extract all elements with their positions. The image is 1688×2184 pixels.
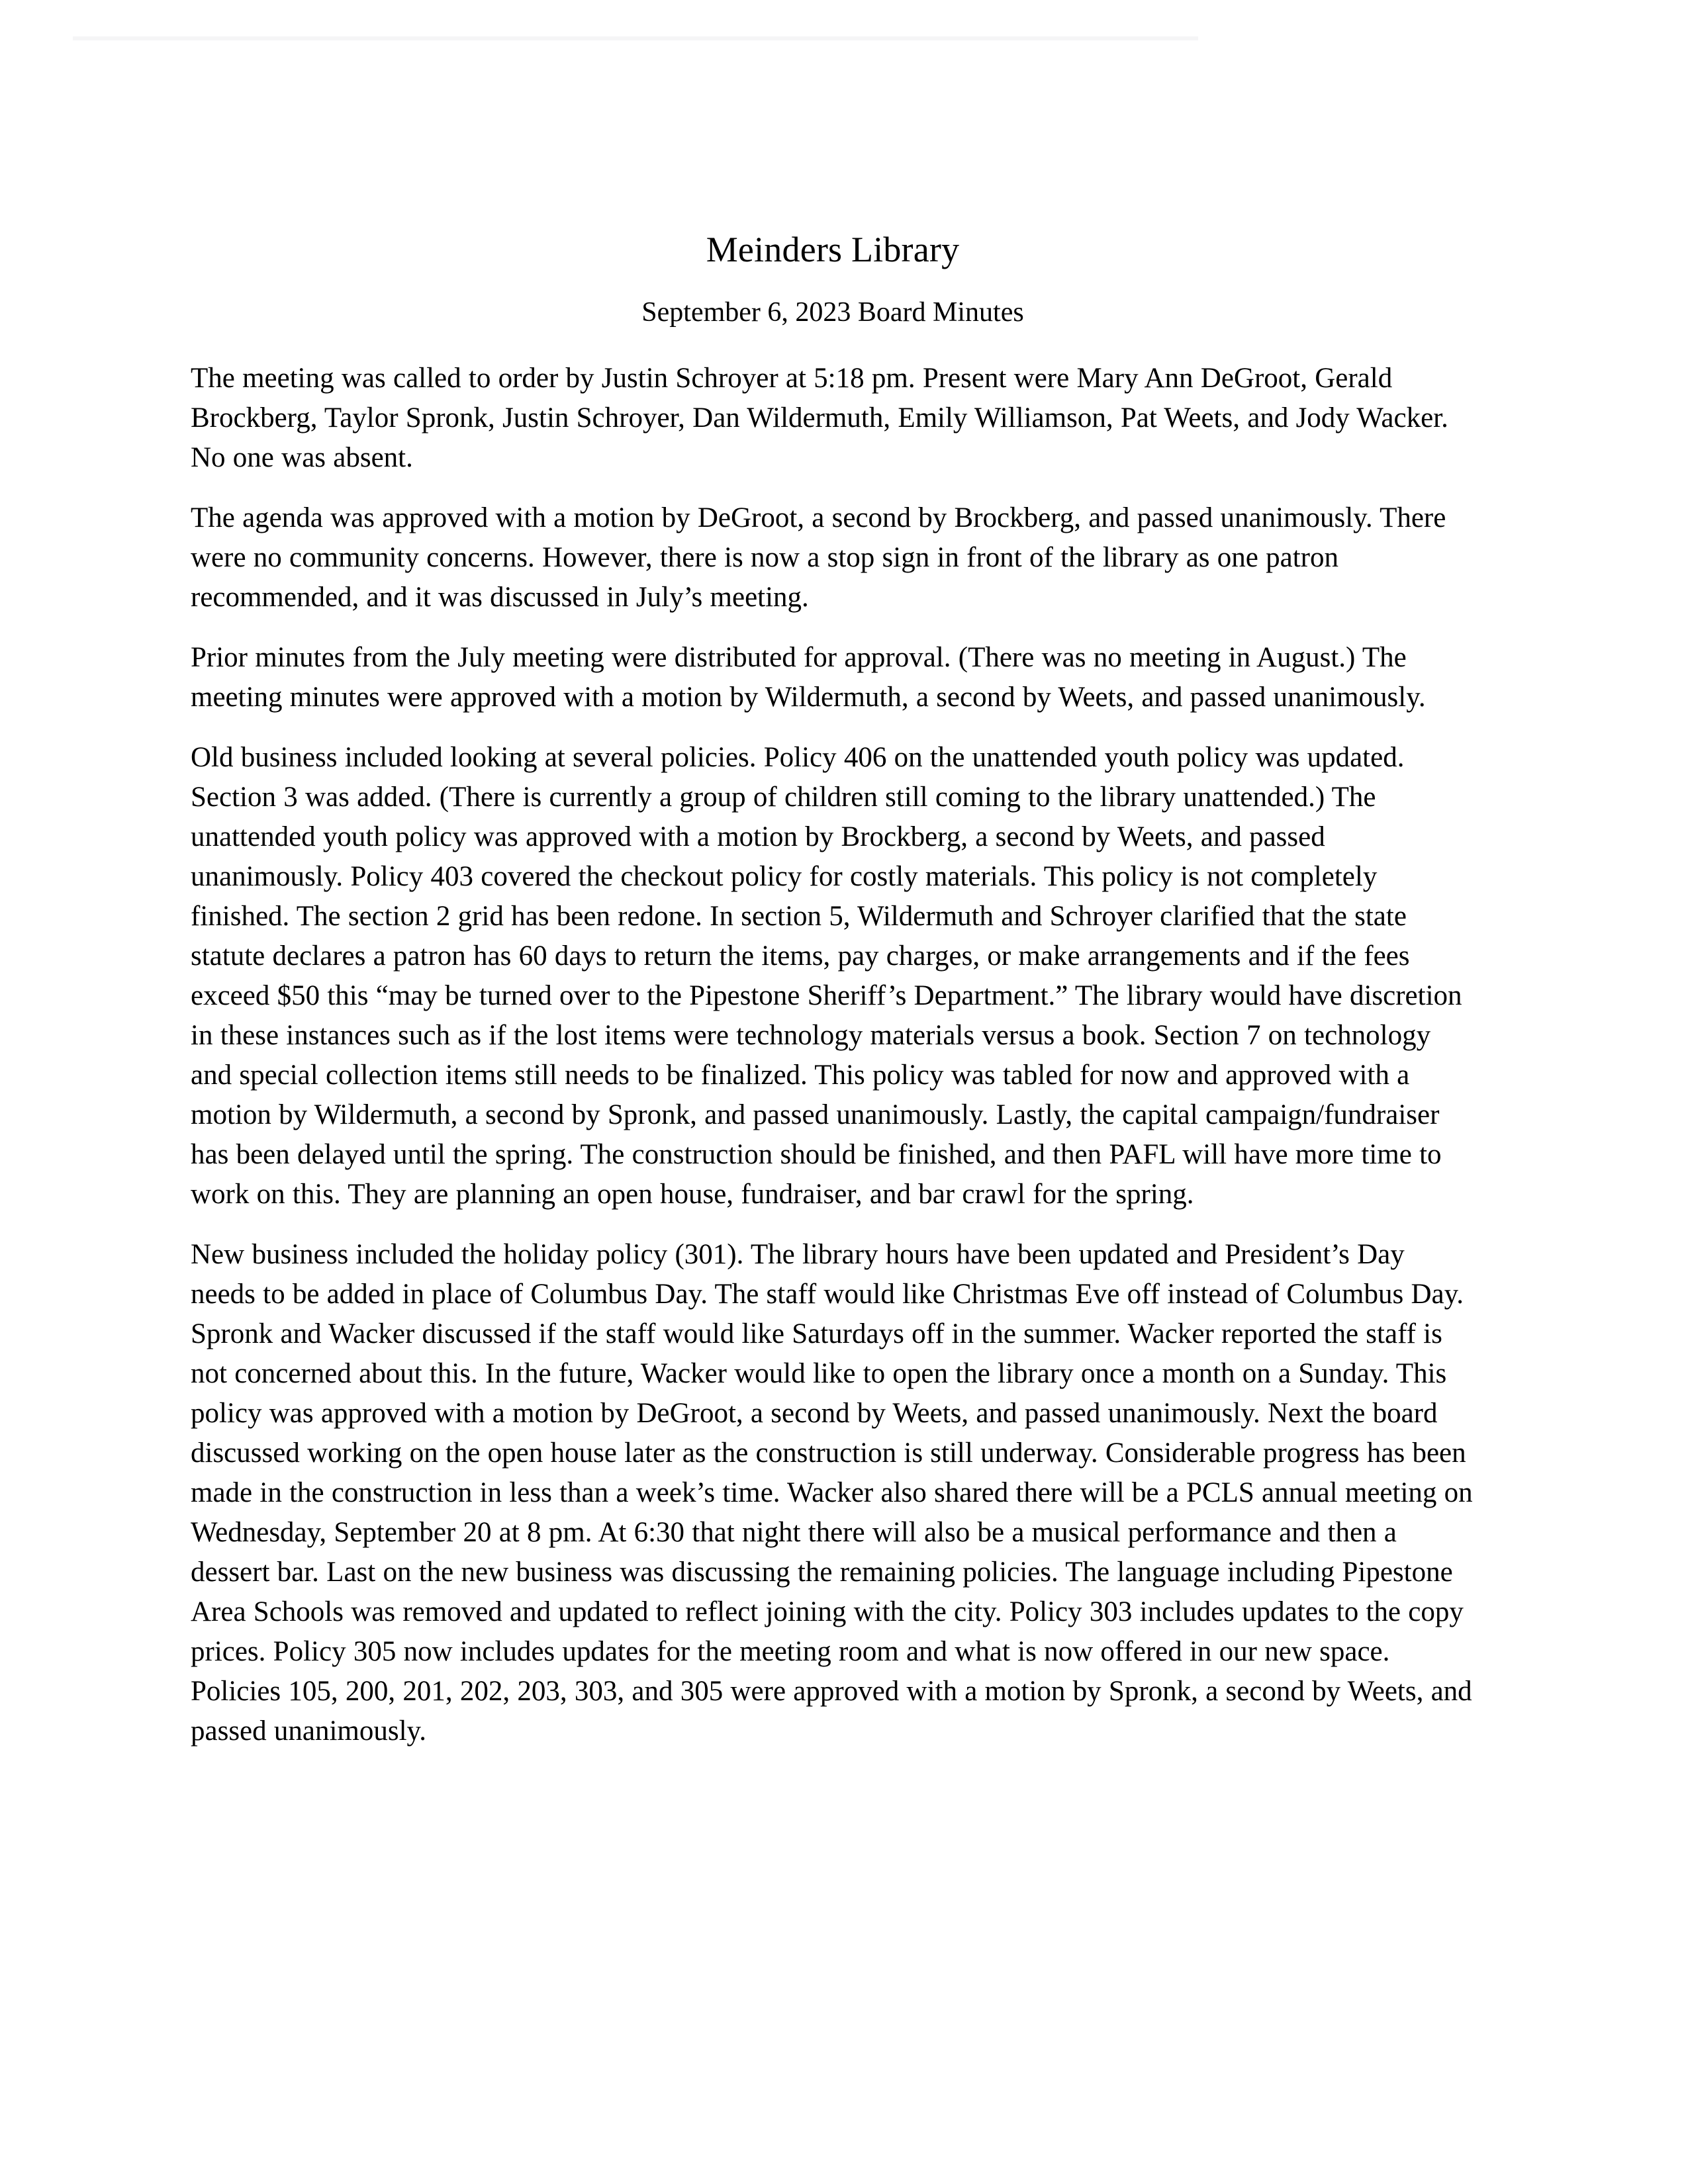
paragraph-prior-minutes: Prior minutes from the July meeting were distributed for approval. (There was no meeting in August.) The meeting minutes were approved with a motion by Wildermuth, a second by Weets, and passed unanimously. [191,641,1426,713]
paragraph-agenda-approval: The agenda was approved with a motion by DeGroot, a second by Brockberg, and passed unanimously. There were no community concerns. However, there is now a stop sign in front of the library as one patron recommended, and it was discussed in July’s meeting. [191,502,1446,613]
document-subtitle: September 6, 2023 Board Minutes [641,297,1024,328]
paragraph-new-business: New business included the holiday policy (301). The library hours have been updated and President’s Day needs to be added in place of Columbus Day. The staff would like Christmas Eve off instead of Columbus Day. Spronk and Wacker discussed if the staff would like Saturdays off in the summer. Wacker reported the staff is not concerned about this. In the future, Wacker would like to open the library once a month on a Sunday. This policy was approved with a motion by DeGroot, a second by Weets, and passed unanimously. Next the board discussed working on the open house later as the construction is still underway. Considerable progress has been made in the construction in less than a week’s time. Wacker also shared there will be a PCLS annual meeting on Wednesday, September 20 at 8 pm. At 6:30 that night there will also be a musical performance and then a dessert bar. Last on the new business was discussing the remaining policies. The language including Pipestone Area Schools was removed and updated to reflect joining with the city. Policy 303 includes updates to the copy prices. Policy 305 now includes updates for the meeting room and what is now offered in our new space. Policies 105, 200, 201, 202, 203, 303, and 305 were approved with a motion by Spronk, a second by Weets, and passed unanimously. [191,1238,1473,1747]
page-title: Meinders Library [706,230,960,269]
document-content [191,0,1475,1751]
paragraph-call-to-order: The meeting was called to order by Justin Schroyer at 5:18 pm. Present were Mary Ann DeGroot, Gerald Brockberg, Taylor Spronk, Justin Schroyer, Dan Wildermuth, Emily Williamson, Pat Weets, and Jody Wacker. No one was absent. [191,362,1448,473]
minutes-body [191,328,1475,1751]
paragraph-old-business: Old business included looking at several policies. Policy 406 on the unattended youth policy was updated. Section 3 was added. (There is currently a group of children still coming to the library unattended.) The unattended youth policy was approved with a motion by Brockberg, a second by Weets, and passed unanimously. Policy 403 covered the checkout policy for costly materials. This policy is not completely finished. The section 2 grid has been redone. In section 5, Wildermuth and Schroyer clarified that the state statute declares a patron has 60 days to return the items, pay charges, or make arrangements and if the fees exceed $50 this “may be turned over to the Pipestone Sheriff’s Department.” The library would have discretion in these instances such as if the lost items were technology materials versus a book. Section 7 on technology and special collection items still needs to be finalized. This policy was tabled for now and approved with a motion by Wildermuth, a second by Spronk, and passed unanimously. Lastly, the capital campaign/fundraiser has been delayed until the spring. The construction should be finished, and then PAFL will have more time to work on this. They are planning an open house, fundraiser, and bar crawl for the spring. [191,741,1462,1210]
